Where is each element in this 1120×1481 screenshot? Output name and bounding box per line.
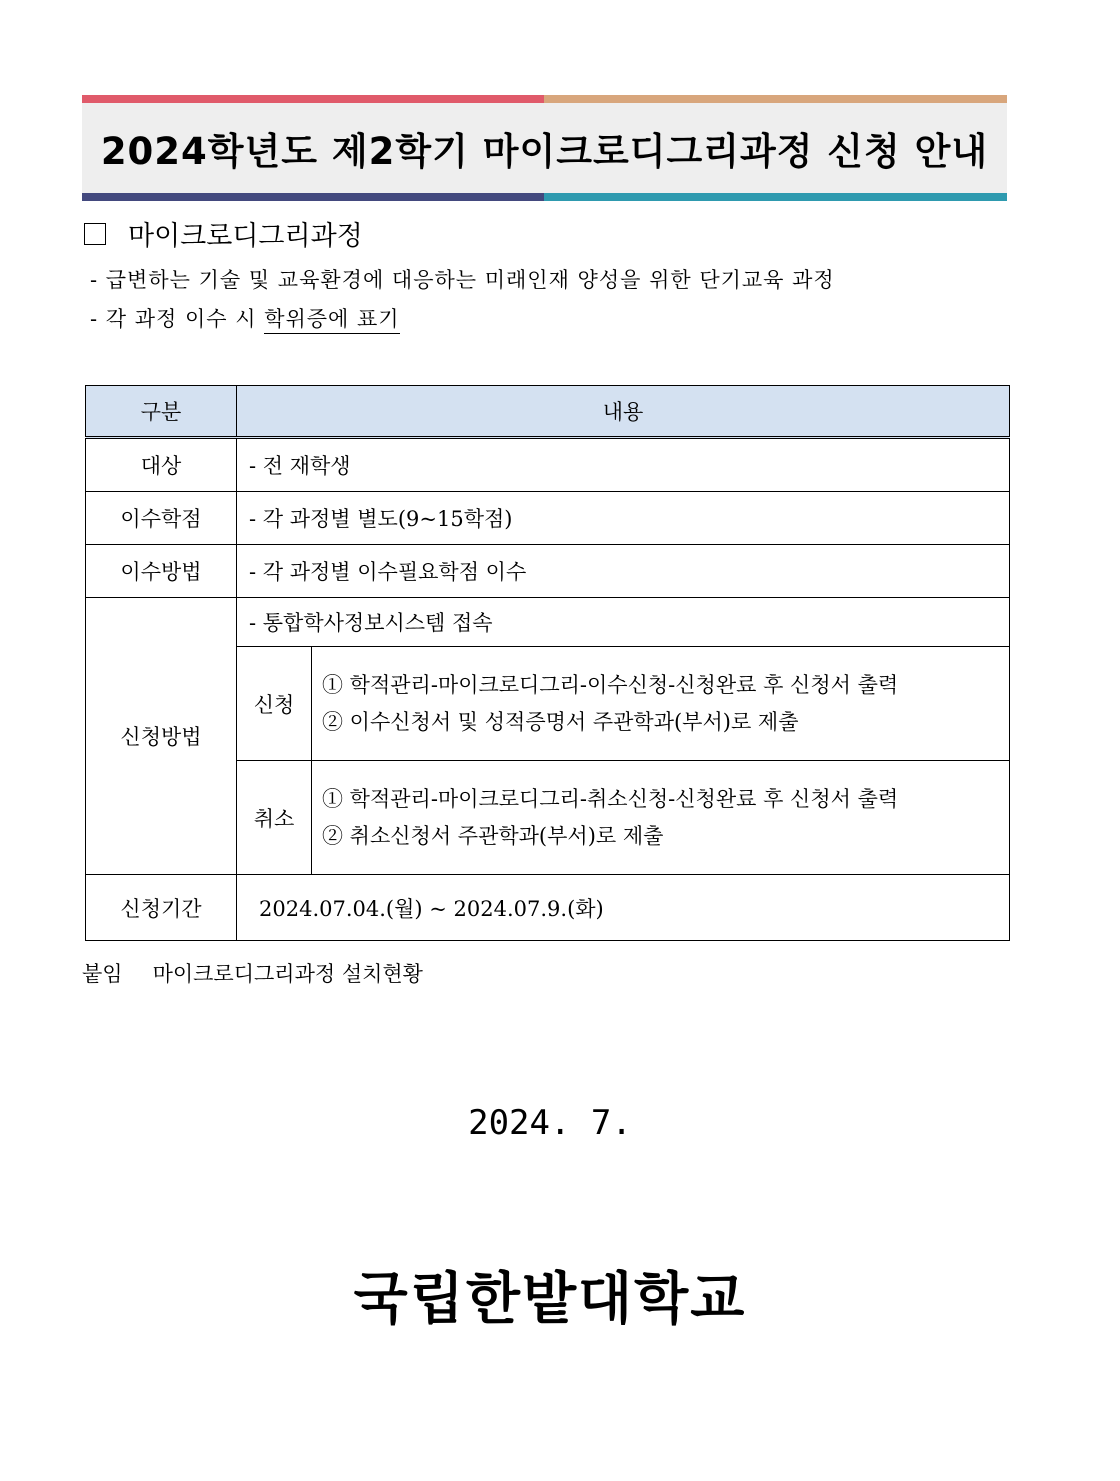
apply-step-1: ① 학적관리-마이크로디그리-이수신청-신청완료 후 신청서 출력 [322, 672, 899, 697]
header-content: 내용 [237, 386, 1010, 438]
title-bottom-bar-left [82, 193, 544, 201]
bullet-description: - 급변하는 기술 및 교육환경에 대응하는 미래인재 양성을 위한 단기교육 과정 [90, 268, 835, 292]
row-label-credits: 이수학점 [86, 492, 237, 545]
apply-method-intro: - 통합학사정보시스템 접속 [237, 598, 1010, 647]
bullet-degree-mark [90, 303, 400, 333]
row-value-credits: - 각 과정별 별도(9~15학점) [237, 492, 1010, 545]
row-label-period: 신청기간 [86, 875, 237, 941]
info-table [85, 385, 1010, 941]
table-row [86, 545, 1010, 598]
row-value-method: - 각 과정별 이수필요학점 이수 [237, 545, 1010, 598]
section-heading [82, 214, 363, 253]
table-row [86, 875, 1010, 941]
header-category: 구분 [86, 386, 237, 438]
row-value-target: - 전 재학생 [237, 438, 1010, 492]
table-row [86, 438, 1010, 492]
cancel-step-2: ② 취소신청서 주관학과(부서)로 제출 [322, 823, 664, 848]
apply-sub-label: 신청 [237, 647, 312, 761]
title-top-bar-right [544, 95, 1007, 103]
row-value-period: 2024.07.04.(월) ~ 2024.07.9.(화) [237, 875, 1010, 941]
document-date: 2024. 7. [468, 1103, 632, 1143]
attachment-text: 마이크로디그리과정 설치현황 [152, 962, 423, 986]
section-heading-text: 마이크로디그리과정 [128, 221, 363, 252]
cancel-steps [312, 761, 1010, 875]
table-row [86, 492, 1010, 545]
title-bottom-bar-right [544, 193, 1007, 201]
university-name: 국립한밭대학교 [353, 1266, 747, 1332]
cancel-sub-label: 취소 [237, 761, 312, 875]
row-label-target: 대상 [86, 438, 237, 492]
page-title: 2024학년도 제2학기 마이크로디그리과정 신청 안내 [82, 103, 1007, 193]
title-top-bar-left [82, 95, 544, 103]
attachment-label: 붙임 [82, 962, 123, 986]
bullet-degree-prefix: - 각 과정 이수 시 [90, 307, 265, 331]
apply-step-2: ② 이수신청서 및 성적증명서 주관학과(부서)로 제출 [322, 709, 799, 734]
row-label-method: 이수방법 [86, 545, 237, 598]
table-header-row [86, 386, 1010, 438]
cancel-step-1: ① 학적관리-마이크로디그리-취소신청-신청완료 후 신청서 출력 [322, 786, 899, 811]
row-label-apply-method: 신청방법 [86, 598, 237, 875]
attachment-note [82, 958, 423, 988]
table-row [86, 598, 1010, 647]
bullet-degree-underlined: 학위증에 표기 [264, 307, 399, 334]
checkbox-icon [84, 223, 106, 245]
apply-steps [312, 647, 1010, 761]
